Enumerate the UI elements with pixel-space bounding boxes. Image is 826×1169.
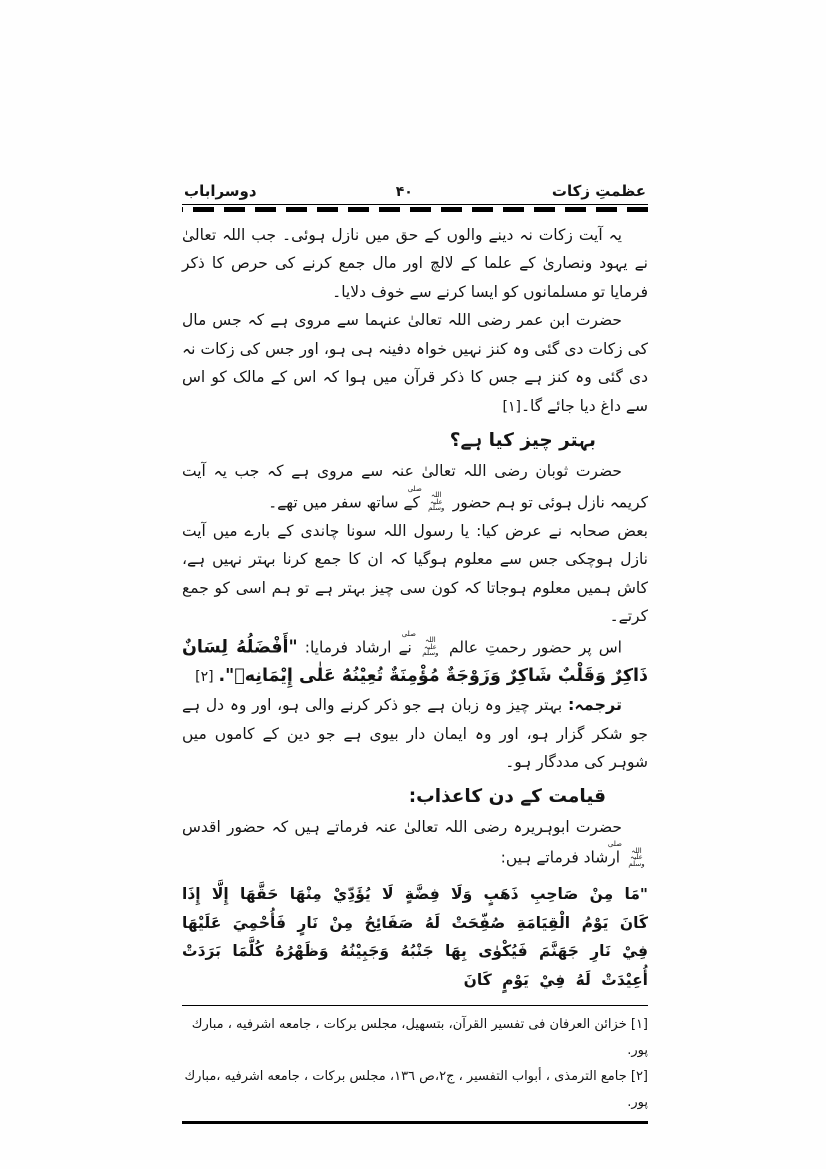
header-rule-thin (182, 204, 648, 205)
arabic-hadith-block: "مَا مِنْ صَاحِبِ ذَهَبٍ وَلَا فِضَّةٍ لَا يُؤَدِّيْ مِنْهَا حَقَّهَا إِلَّا إِذَا كَانَ يَوْمُ الْقِيَامَةِ صُفِّحَتْ لَهُ صَفَائِحُ مِنْ نَارٍ فَأُحْمِيَ عَلَيْهَا فِيْ نَارِ جَهَنَّمَ فَيُكْوٰى بِهَا جَنْبُهُ وَجَبِيْنُهُ وَظَهْرُهُ كُلَّمَا بَرَدَتْ أُعِيْدَتْ لَهُ فِيْ يَوْمٍ كَانَ (182, 885, 648, 989)
footnotes (182, 1006, 648, 1116)
paragraph-sawban-text-b: کے ساتھ سفر میں تھے۔ (268, 493, 420, 511)
page-content (182, 182, 648, 1124)
footnote-1: [١] خزائن العرفان فى تفسير القرآن، بتسهيل، مجلس بركات ، جامعه اشرفيه ، مبارك پور. (191, 1017, 648, 1058)
footnote-marker-2: [۲] (195, 668, 214, 685)
section-heading-better-thing: بہتر چیز کیا ہے؟ (449, 430, 596, 451)
header-rule-dashed (182, 207, 648, 212)
book-title: عظمتِ زکات (551, 182, 646, 200)
arabic-quote-inline: "أَفْضَلُهُ لِسَانٌ ذَاكِرٌ وَقَلْبٌ شَاكِرٌ وَزَوْجَةٌ مُؤْمِنَةٌ تُعِيْنُهُ عَلٰى إِيْمَانِهٖ". (182, 637, 648, 686)
paragraph-translation (182, 691, 648, 777)
translation-label: ترجمہ: (568, 695, 622, 714)
paragraph-ibn-umar (182, 306, 648, 421)
body-text (182, 221, 648, 995)
section-heading-qiyamat: قیامت کے دن کاعذاب: (408, 785, 606, 807)
paragraph-sahaba: بعض صحابہ نے عرض کیا: یا رسول اللہ سونا چاندی کے بارے میں آیت نازل ہوچکی جس سے معلوم ہوگیا کہ ان کا جمع کرنا بہتر نہیں ہے، کاش ہمیں معلوم ہوجاتا کہ کون سی چیز بہتر ہے تو ہم اسی کو جمع کرتے۔ (182, 521, 648, 625)
paragraph-irshad (182, 631, 648, 692)
honorific-mark: صلی اللہ علیہ وسلم (607, 840, 645, 868)
footnote-2: [٢] جامع الترمذى ، أبواب التفسير ، ج٢،ص ١٣٦، مجلس بركات ، جامعه اشرفيه ،مبارك پور. (184, 1069, 648, 1110)
paragraph-abu-huraira (182, 813, 648, 873)
footer-rule-thick (182, 1121, 648, 1124)
paragraph-abu-huraira-text-a: حضرت ابوہریرہ رضی اللہ تعالیٰ عنہ فرماتے ہیں کہ حضور اقدس (182, 817, 622, 836)
paragraph-irshad-text-b: نے ارشاد فرمایا: (304, 638, 412, 656)
footnote-marker-1: [۱] (502, 398, 521, 415)
translation-text: بہتر چیز وہ زبان ہے جو ذکر کرنے والی ہو، اور وہ دل ہے جو شکر گزار ہو، اور وہ ایمان دار بیوی ہے جو دین کے کاموں میں شوہر کی مددگار ہو۔ (182, 696, 648, 771)
paragraph-irshad-text-a: اس پر حضور رحمتِ عالم (448, 638, 622, 656)
paragraph-sawban (182, 457, 648, 517)
honorific-mark: صلی اللہ علیہ وسلم (407, 484, 445, 512)
paragraph-abu-huraira-text-b: ارشاد فرماتے ہیں: (500, 848, 621, 867)
chapter-label: دوسراباب (184, 182, 257, 200)
paragraph-ibn-umar-text: حضرت ابن عمر رضی اللہ تعالیٰ عنہما سے مروی ہے کہ جس مال کی زکات دی گئی وہ کنز نہیں خواہ دفینہ ہی ہو، اور جس کی زکات نہ دی گئی وہ کنز ہے جس کا ذکر قرآن میں ہوا کہ اس کے مالک کو اس سے داغ دیا جائے گا۔ (182, 311, 648, 415)
honorific-mark: صلی اللہ علیہ وسلم (401, 629, 439, 657)
paragraph-sawban-text-a: حضرت ثوبان رضی اللہ تعالیٰ عنہ سے مروی ہے کہ جب یہ آیت کریمہ نازل ہوئی تو ہم حضور (182, 462, 648, 511)
paragraph-ayat-context: یہ آیت زکات نہ دینے والوں کے حق میں نازل ہوئی۔ جب اللہ تعالیٰ نے یہود ونصاریٰ کے علما کے لالچ اور مال جمع کرنے کی حرص کا ذکر فرمایا تو مسلمانوں کو ایسا کرنے سے خوف دلایا۔ (182, 225, 648, 301)
page-number: ۴۰ (395, 184, 413, 200)
running-header (182, 182, 648, 200)
